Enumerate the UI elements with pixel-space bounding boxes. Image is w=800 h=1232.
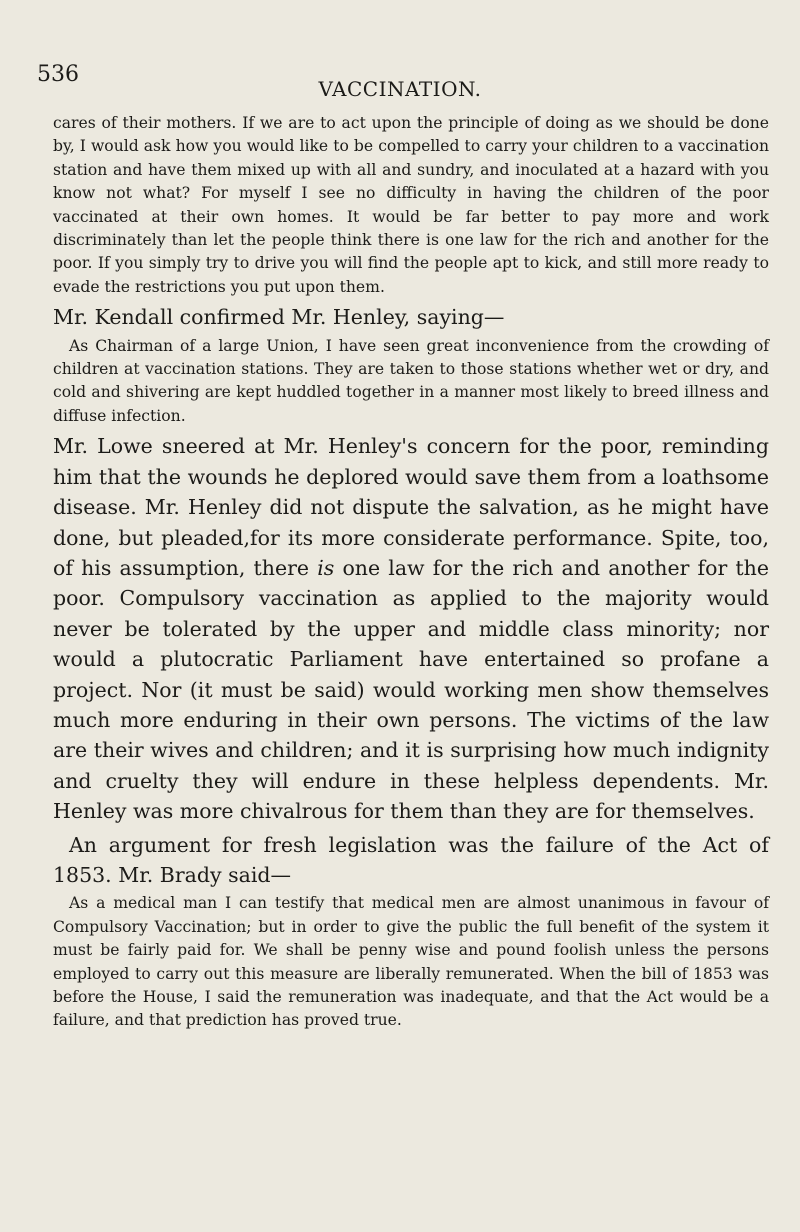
narrative-paragraph-3: An argument for fresh legislation was the failure of the Act of 1853. Mr. Brady said— [53, 832, 769, 887]
italic-emphasis: is [317, 555, 335, 580]
narrative-paragraph-2 [53, 431, 769, 826]
quote-paragraph-3: As a medical man I can testify that medical men are almost unanimous in favour of Compulsory Vaccination; but in order to give the public the full benefit of the system it must be fairly paid for. We shall be penny wise and pound foolish unless the persons employed to carry out this measure are liberally remunerated. When the bill of 1853 was before the House, I said the remuneration was inadequate, and that the Act would be a failure, and that prediction has proved true. [53, 894, 769, 1030]
quote-paragraph-2: As Chairman of a large Union, I have seen great inconvenience from the crowding of children at vaccination stations. They are taken to those stations whether wet or dry, and cold and shivering are kept huddled together in a manner most likely to breed illness and diffuse infection. [53, 336, 769, 425]
page-number: 536 [37, 62, 79, 87]
quote-paragraph-1: cares of their mothers. If we are to act upon the principle of doing as we should be done by, I would ask how you would like to be compelled to carry your children to a vaccination station and have them mixed up with all and sundry, and inoculated at a hazard with you know not what? For myself I see no difficulty in having the children of the poor vaccinated at their own homes. It would be far better to pay more and work discriminately than let the people think there is one law for the rich and another for the poor. If you simply try to drive you will find the people apt to kick, and still more ready to evade the restrictions you put upon them. [53, 114, 769, 296]
narrative-text-a: Mr. Lowe sneered at Mr. Henley's concern for the poor, reminding him that the wounds he deplored would save them from a loathsome disease. Mr. Henley did not dispute the salvation, as he might have done, but pleaded,for its more considerate performance. Spite, too, of his assumption, there [53, 434, 769, 580]
page-header [0, 62, 800, 102]
page-body [53, 112, 769, 1033]
running-title: VACCINATION. [318, 77, 482, 101]
narrative-text-b: one law for the rich and another for the poor. Compulsory vaccination as applied to the majority would never be tolerated by the upper and middle class minority; nor would a plutocratic Parliament have entertained so profane a project. Nor (it must be said) would working men show themselves much more enduring in their own persons. The victims of the law are their wives and children; and it is surprising how much indignity and cruelty they will endure in these helpless dependents. Mr. Henley was more chivalrous for them than they are for themselves. [53, 555, 769, 824]
narrative-paragraph-1: Mr. Kendall confirmed Mr. Henley, saying— [53, 305, 505, 330]
